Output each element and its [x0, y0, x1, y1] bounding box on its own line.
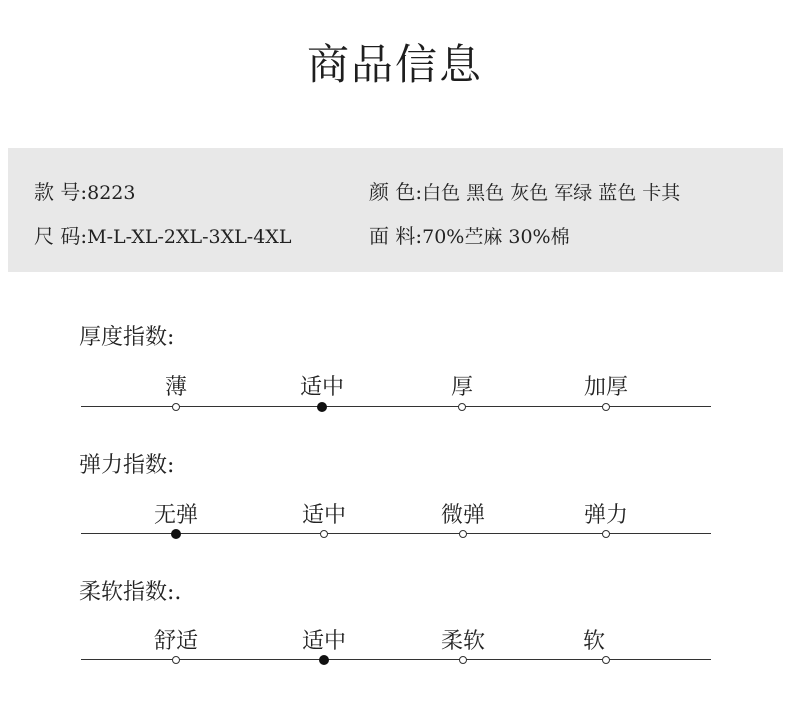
thickness-marker-1 — [317, 402, 327, 412]
product-info-box — [8, 148, 783, 272]
fabric-value: 70%苎麻 30%棉 — [422, 226, 570, 248]
thickness-marker-2 — [458, 403, 466, 411]
page-title: 商品信息 — [306, 40, 483, 89]
thickness-option-1: 适中 — [299, 375, 345, 400]
softness-option-2: 柔软 — [440, 629, 486, 654]
elasticity-marker-0 — [171, 529, 181, 539]
style-number-value: 8223 — [87, 182, 136, 204]
style-number-row — [34, 176, 135, 205]
softness-marker-3 — [602, 656, 610, 664]
size-value: M-L-XL-2XL-3XL-4XL — [87, 226, 292, 248]
softness-marker-1 — [319, 655, 329, 665]
softness-option-1: 适中 — [301, 629, 347, 654]
color-row — [369, 176, 680, 205]
thickness-marker-3 — [602, 403, 610, 411]
thickness-scale-title: 厚度指数: — [79, 325, 175, 350]
fabric-row — [369, 220, 570, 249]
elasticity-option-0: 无弹 — [153, 503, 199, 528]
fabric-label: 面 料: — [369, 224, 423, 248]
size-row — [34, 220, 291, 249]
style-number-label: 款 号: — [34, 180, 88, 204]
thickness-option-0: 薄 — [164, 375, 188, 400]
color-label: 颜 色: — [369, 180, 423, 204]
softness-option-3: 软 — [582, 629, 606, 654]
color-value: 白色 黑色 灰色 军绿 蓝色 卡其 — [422, 182, 681, 204]
softness-marker-2 — [459, 656, 467, 664]
thickness-option-2: 厚 — [450, 375, 474, 400]
thickness-option-3: 加厚 — [583, 375, 629, 400]
elasticity-marker-3 — [602, 530, 610, 538]
elasticity-scale-title: 弹力指数: — [79, 453, 175, 478]
softness-scale-title: 柔软指数:. — [79, 580, 182, 605]
elasticity-option-3: 弹力 — [583, 503, 629, 528]
elasticity-marker-1 — [320, 530, 328, 538]
thickness-marker-0 — [172, 403, 180, 411]
size-label: 尺 码: — [34, 224, 88, 248]
softness-marker-0 — [172, 656, 180, 664]
softness-option-0: 舒适 — [153, 629, 199, 654]
elasticity-option-2: 微弹 — [440, 503, 486, 528]
elasticity-marker-2 — [459, 530, 467, 538]
elasticity-option-1: 适中 — [301, 503, 347, 528]
